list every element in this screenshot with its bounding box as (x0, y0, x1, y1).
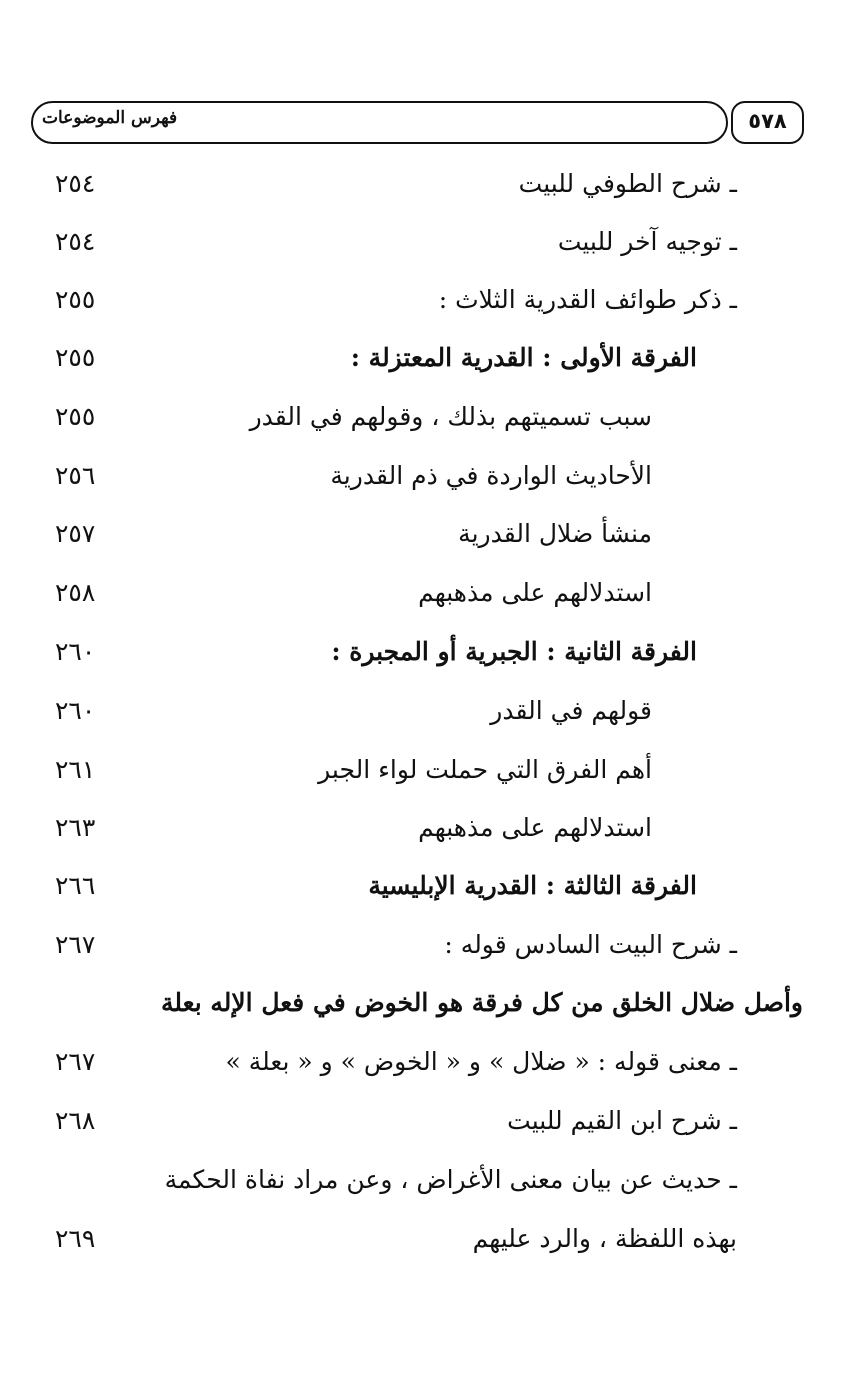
toc-entry (0, 806, 867, 850)
toc-entry-page: ٢٦٧ (55, 930, 96, 959)
toc-entry-page: ٢٥٥ (55, 402, 96, 431)
toc-group-heading (0, 864, 867, 908)
toc-entry-page: ٢٥٥ (55, 343, 96, 372)
toc-entry (0, 395, 867, 439)
toc-entry (0, 923, 867, 967)
toc-entry-title: استدلالهم على مذهبهم (418, 813, 652, 842)
toc-entry-page: ٢٥٤ (55, 227, 96, 256)
toc-entry-page: ٢٥٧ (55, 519, 96, 548)
toc-entry-title: استدلالهم على مذهبهم (418, 578, 652, 607)
toc-entry (0, 571, 867, 615)
toc-entry (0, 512, 867, 556)
page-number: ٥٧٨ (748, 109, 787, 133)
toc-entry (0, 1158, 867, 1202)
toc-entry-page: ٢٦٩ (55, 1224, 96, 1253)
toc-entry (0, 162, 867, 206)
toc-entry-page: ٢٥٨ (55, 578, 96, 607)
toc-entry-title: سبب تسميتهم بذلك ، وقولهم في القدر (249, 402, 652, 431)
toc-verse-text: وأصل ضلال الخلق من كل فرقة هو الخوض في فعل الإله بعلة (160, 988, 803, 1017)
toc-entry-title: الفرقة الأولى : القدرية المعتزلة : (350, 343, 697, 372)
toc-entry-title: الفرقة الثانية : الجبرية أو المجبرة : (331, 637, 697, 666)
toc-entry-page: ٢٦٣ (55, 813, 96, 842)
toc-entry-title: ـ ذكر طوائف القدرية الثلاث : (438, 285, 737, 314)
toc-entry-page: ٢٦٠ (55, 637, 96, 666)
toc-entry-title: الفرقة الثالثة : القدرية الإبليسية (368, 871, 697, 900)
running-header-title: فهرس الموضوعات (42, 108, 178, 128)
toc-entry (0, 748, 867, 792)
toc-verse-line (0, 981, 867, 1025)
toc-entry-title: قولهم في القدر (490, 696, 652, 725)
toc-entry (0, 220, 867, 264)
toc-entry-title: ـ حديث عن بيان معنى الأغراض ، وعن مراد نفاة الحكمة (164, 1165, 737, 1194)
toc-entry-page: ٢٦٧ (55, 1047, 96, 1076)
toc-entry-page: ٢٥٥ (55, 285, 96, 314)
toc-entry-page: ٢٦٦ (55, 871, 96, 900)
toc-entry-title: ـ توجيه آخر للبيت (557, 227, 737, 256)
toc-entry-page: ٢٦٠ (55, 696, 96, 725)
toc-entry-title: منشأ ضلال القدرية (458, 519, 652, 548)
toc-entry-page: ٢٦٨ (55, 1106, 96, 1135)
toc-entry-title: الأحاديث الواردة في ذم القدرية (330, 461, 652, 490)
toc-entry-title: بهذه اللفظة ، والرد عليهم (472, 1224, 737, 1253)
toc-entry (0, 278, 867, 322)
toc-entry-page: ٢٥٤ (55, 169, 96, 198)
toc-entry-title: أهم الفرق التي حملت لواء الجبر (318, 755, 652, 784)
toc-entry (0, 689, 867, 733)
toc-entry (0, 1040, 867, 1084)
toc-entry-page: ٢٥٦ (55, 461, 96, 490)
toc-entry-title: ـ شرح الطوفي للبيت (518, 169, 737, 198)
toc-entry-title: ـ شرح البيت السادس قوله : (444, 930, 737, 959)
toc-entry (0, 1099, 867, 1143)
toc-entry-title: ـ شرح ابن القيم للبيت (507, 1106, 737, 1135)
toc-entry-title: ـ معنى قوله : « ضلال » و « الخوض » و « بعلة » (225, 1047, 737, 1076)
toc-entry (0, 454, 867, 498)
toc-entry-page: ٢٦١ (55, 755, 96, 784)
toc-group-heading (0, 336, 867, 380)
toc-group-heading (0, 630, 867, 674)
toc-entry-continuation (0, 1217, 867, 1261)
